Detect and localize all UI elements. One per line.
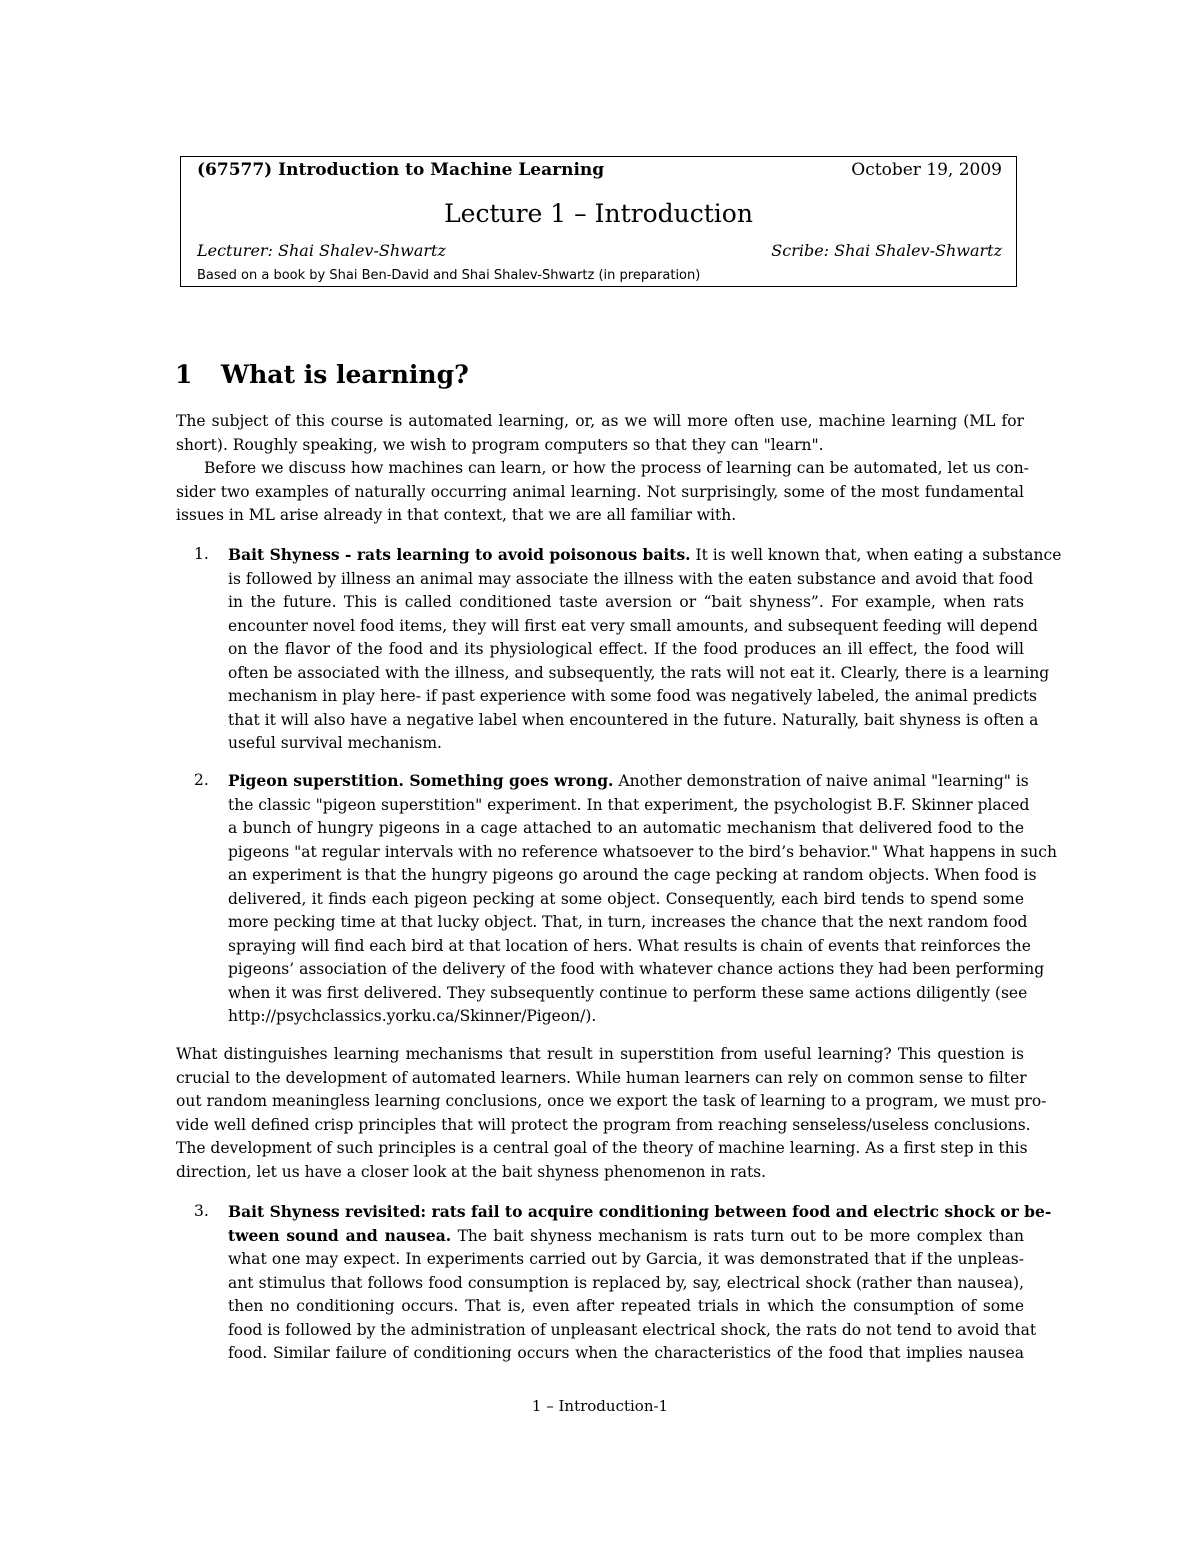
text-line: vide well defined crisp principles that will protect the program from reaching senseless/useless conclusions. bbox=[176, 1115, 1031, 1134]
text-line: then no conditioning occurs. That is, even after repeated trials in which the consumption of some bbox=[228, 1297, 1024, 1315]
text-line: food is followed by the administration of unpleasant electrical shock, the rats do not tend to avoid that bbox=[228, 1320, 1037, 1339]
item-heading: tween sound and nausea. bbox=[228, 1225, 452, 1245]
item-heading: Bait Shyness - rats learning to avoid poisonous baits. bbox=[228, 545, 691, 564]
list-marker: 1. bbox=[194, 545, 209, 563]
text-line: What distinguishes learning mechanisms that result in superstition from useful learning? This question is bbox=[176, 1045, 1024, 1063]
text-line: pigeons "at regular intervals with no reference whatsoever to the bird’s behavior." What happens in such bbox=[228, 842, 1057, 861]
text-line: in the future. This is called conditioned taste aversion or “bait shyness”. For example, when rats bbox=[228, 593, 1024, 611]
text-line: Before we discuss how machines can learn, or how the process of learning can be automated, let us con- bbox=[204, 459, 1029, 477]
text-line: the classic "pigeon superstition" experiment. In that experiment, the psychologist B.F. Skinner placed bbox=[228, 795, 1030, 814]
section-heading bbox=[175, 360, 469, 389]
text-line: that it will also have a negative label when encountered in the future. Naturally, bait shyness is often a bbox=[228, 710, 1039, 729]
text-line: on the flavor of the food and its physiological effect. If the food produces an ill effect, the food will bbox=[228, 640, 1024, 658]
item-heading: Pigeon superstition. Something goes wrong. bbox=[228, 771, 614, 790]
text-line: food. Similar failure of conditioning occurs when the characteristics of the food that implies nausea bbox=[228, 1344, 1024, 1362]
text-line: issues in ML arise already in that context, that we are all familiar with. bbox=[176, 506, 737, 524]
text-line: sider two examples of naturally occurring animal learning. Not surprisingly, some of the most fundamental bbox=[176, 482, 1024, 501]
based-on-note: Based on a book by Shai Ben-David and Shai Shalev-Shwartz (in preparation) bbox=[197, 268, 701, 283]
course-title: (67577) Introduction to Machine Learning bbox=[197, 160, 605, 180]
text-line: when it was first delivered. They subsequently continue to perform these same actions diligently (see bbox=[228, 983, 1028, 1002]
lecture-header-box bbox=[180, 156, 1017, 287]
text-line: The subject of this course is automated learning, or, as we will more often use, machine learning (ML for bbox=[176, 412, 1024, 430]
text-line bbox=[228, 1224, 1024, 1249]
text-line: direction, let us have a closer look at the bait shyness phenomenon in rats. bbox=[176, 1162, 767, 1181]
item-text: The bait shyness mechanism is rats turn out to be more complex than bbox=[457, 1226, 1024, 1245]
text-line: pigeons’ association of the delivery of the food with whatever chance actions they had been performing bbox=[228, 960, 1045, 978]
text-line: mechanism in play here- if past experience with some food was negatively labeled, the animal predicts bbox=[228, 687, 1037, 705]
text-line: delivered, it finds each pigeon pecking at some object. Consequently, each bird tends to spend some bbox=[228, 889, 1024, 908]
section-title-text: What is learning? bbox=[221, 360, 469, 389]
intro-paragraph-1 bbox=[176, 410, 1024, 457]
text-line: spraying will find each bird at that location of hers. What results is chain of events that reinforces the bbox=[228, 936, 1031, 955]
item-heading: Bait Shyness revisited: rats fail to acquire conditioning between food and electric shock or be- bbox=[228, 1202, 1052, 1221]
text-line: encounter novel food items, they will first eat very small amounts, and subsequent feeding will depend bbox=[228, 616, 1038, 635]
item-text: Another demonstration of naive animal "learning" is bbox=[618, 772, 1029, 790]
section-number: 1 bbox=[175, 360, 193, 389]
lecture-date: October 19, 2009 bbox=[851, 160, 1002, 180]
middle-paragraph bbox=[176, 1043, 1047, 1184]
text-line: an experiment is that the hungry pigeons go around the cage pecking at random objects. When food is bbox=[228, 866, 1037, 884]
list-marker: 3. bbox=[194, 1202, 209, 1220]
scribe-name: Scribe: Shai Shalev-Shwartz bbox=[771, 241, 1002, 260]
lecture-title: Lecture 1 – Introduction bbox=[444, 199, 753, 228]
text-line bbox=[228, 769, 1029, 794]
text-line: a bunch of hungry pigeons in a cage attached to an automatic mechanism that delivered food to the bbox=[228, 819, 1024, 837]
text-line: The development of such principles is a central goal of the theory of machine learning. As a first step in this bbox=[176, 1139, 1028, 1157]
page-footer: 1 – Introduction-1 bbox=[531, 1397, 669, 1415]
text-line: often be associated with the illness, and subsequently, the rats will not eat it. Clearly, there is a learning bbox=[228, 663, 1050, 682]
intro-paragraph-2 bbox=[176, 457, 1029, 528]
item-text: It is well known that, when eating a substance bbox=[695, 546, 1062, 564]
text-line: more pecking time at that lucky object. That, in turn, increases the chance that the next random food bbox=[228, 913, 1028, 931]
text-line: short). Roughly speaking, we wish to program computers so that they can "learn". bbox=[176, 435, 824, 454]
list-marker: 2. bbox=[194, 771, 209, 789]
text-line: ant stimulus that follows food consumption is replaced by, say, electrical shock (rather than nausea), bbox=[228, 1273, 1024, 1292]
text-line: useful survival mechanism. bbox=[228, 734, 442, 752]
text-line: out random meaningless learning conclusions, once we export the task of learning to a program, we must pro- bbox=[176, 1092, 1047, 1110]
text-line: crucial to the development of automated learners. While human learners can rely on common sense to filter bbox=[176, 1068, 1027, 1087]
text-line bbox=[228, 543, 1062, 568]
text-line: what one may expect. In experiments carried out by Garcia, it was demonstrated that if the unpleas- bbox=[228, 1250, 1024, 1268]
lecturer-name: Lecturer: Shai Shalev-Shwartz bbox=[197, 241, 446, 260]
text-line: is followed by illness an animal may associate the illness with the eaten substance and avoid that food bbox=[228, 569, 1034, 588]
text-line: http://psychclassics.yorku.ca/Skinner/Pigeon/). bbox=[228, 1007, 597, 1025]
